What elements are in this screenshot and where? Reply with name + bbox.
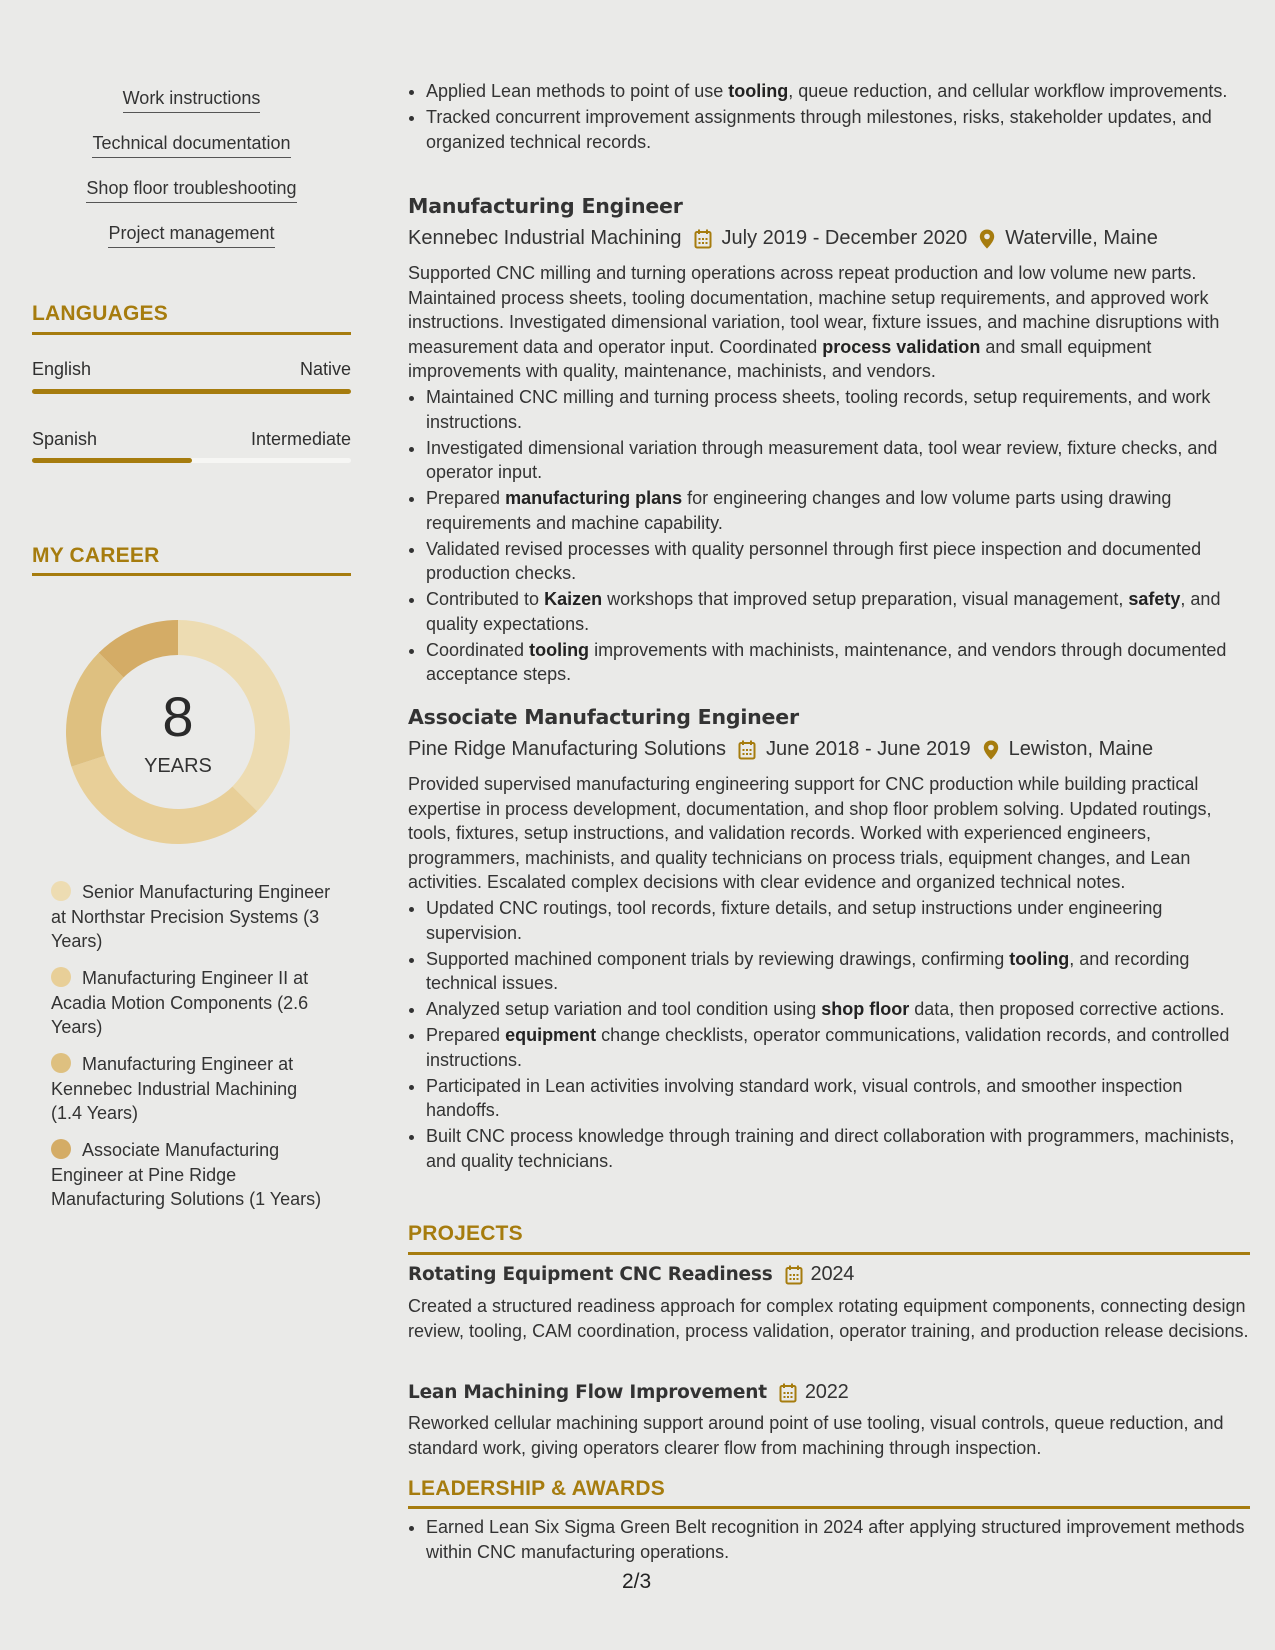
- list-item: • Maintained CNC milling and turning process sheets, tooling records, setup requirements, and work instructions.: [426, 385, 1250, 434]
- legend-dot-icon: [51, 881, 71, 901]
- skill-item: Technical documentation: [32, 132, 351, 158]
- job-bullet-list: [408, 896, 1250, 1175]
- career-donut-segment: [66, 653, 124, 767]
- job-dates: June 2018 - June 2019: [765, 738, 971, 760]
- job-location: Lewiston, Maine: [1008, 738, 1154, 760]
- project-name: Rotating Equipment CNC Readiness: [408, 1264, 773, 1285]
- job-meta: [408, 738, 1153, 761]
- awards-list: [408, 1515, 1250, 1566]
- career-legend-item: Senior Manufacturing Engineer at Northstar Precision Systems (3 Years): [51, 882, 331, 951]
- page-number: 2/3: [622, 1570, 652, 1593]
- list-item: • Prepared manufacturing plans for engineering changes and low volume parts using drawing requirements and machine capability.: [426, 486, 1250, 535]
- calendar-icon: [694, 229, 712, 249]
- legend-dot-icon: [51, 1053, 71, 1073]
- job-meta: [408, 227, 1158, 250]
- list-item: • Prepared equipment change checklists, operator communications, validation records, and controlled instructions.: [426, 1023, 1250, 1072]
- list-item: • Investigated dimensional variation through measurement data, tool wear review, fixture checks, and operator input.: [426, 436, 1250, 485]
- language-row: [32, 429, 351, 450]
- list-item: • Validated revised processes with quality personnel through first piece inspection and documented production checks.: [426, 537, 1250, 586]
- projects-divider: [408, 1252, 1250, 1255]
- project-year: 2022: [804, 1381, 849, 1403]
- legend-dot-icon: [51, 1139, 71, 1159]
- career-donut-chart: [66, 620, 290, 844]
- project-description: Created a structured readiness approach for complex rotating equipment components, connecting design review, tooling, CAM coordination, process validation, operator training, and production release decisions.: [408, 1296, 1249, 1341]
- career-donut-segment: [178, 620, 290, 811]
- job-summary: Provided supervised manufacturing engineering support for CNC production while building practical expertise in process development, documentation, and shop floor problem solving. Updated routings, tools, fixtures, setup instructions, and validation records. Worked with experienced engineers, programmers, machinists, and quality technicians on process trials, equipment changes, and Lean activities. Escalated complex decisions with clear evidence and organized technical notes.: [408, 774, 1212, 892]
- project-description: Reworked cellular machining support around point of use tooling, visual controls, queue reduction, and standard work, giving operators clearer flow from machining through inspection.: [408, 1413, 1224, 1458]
- calendar-icon: [785, 1265, 803, 1285]
- job-dates: July 2019 - December 2020: [721, 227, 968, 249]
- projects-heading: PROJECTS: [408, 1222, 523, 1245]
- job-title: Manufacturing Engineer: [408, 194, 683, 218]
- language-name: English: [32, 359, 92, 379]
- skill-item: Project management: [32, 222, 351, 248]
- skill-item: Work instructions: [32, 87, 351, 113]
- language-level: Intermediate: [250, 429, 351, 449]
- awards-heading: LEADERSHIP & AWARDS: [408, 1477, 665, 1500]
- job-title: Associate Manufacturing Engineer: [408, 705, 799, 729]
- career-legend-item: Manufacturing Engineer II at Acadia Motion Components (2.6 Years): [51, 968, 309, 1037]
- career-years-label: YEARS: [144, 755, 212, 777]
- list-item: • Applied Lean methods to point of use tooling, queue reduction, and cellular workflow improvements.: [426, 79, 1250, 104]
- career-total-years: 8: [162, 685, 194, 748]
- language-name: Spanish: [32, 429, 98, 449]
- list-item: • Participated in Lean activities involving standard work, visual controls, and smoother inspection handoffs.: [426, 1074, 1250, 1123]
- language-bar: [32, 458, 351, 463]
- location-pin-icon: [983, 740, 999, 760]
- list-item: • Analyzed setup variation and tool condition using shop floor data, then proposed corrective actions.: [426, 997, 1250, 1022]
- project-title: [408, 1381, 849, 1404]
- language-bar-fill: [32, 458, 192, 463]
- skill-item: Shop floor troubleshooting: [32, 177, 351, 203]
- language-level: Native: [299, 359, 351, 379]
- list-item: • Contributed to Kaizen workshops that improved setup preparation, visual management, safety, and quality expectations.: [426, 587, 1250, 636]
- calendar-icon: [779, 1383, 797, 1403]
- career-legend-item: Associate Manufacturing Engineer at Pine Ridge Manufacturing Solutions (1 Years): [51, 1140, 322, 1209]
- list-item: • Supported machined component trials by reviewing drawings, confirming tooling, and recording technical issues.: [426, 947, 1250, 996]
- career-divider: [32, 573, 351, 576]
- list-item: • Coordinated tooling improvements with machinists, maintenance, and vendors through documented acceptance steps.: [426, 638, 1250, 687]
- job-bullet-list: [408, 385, 1250, 688]
- top-bullet-list: [408, 79, 1250, 156]
- list-item: • Tracked concurrent improvement assignments through milestones, risks, stakeholder updates, and organized technical records.: [426, 105, 1250, 154]
- job-summary: Supported CNC milling and turning operations across repeat production and low volume new parts. Maintained process sheets, tooling documentation, machine setup requirements, and approved work instructions. Investigated dimensional variation, tool wear, fixture issues, and machine disruptions with measurement data and operator input. Coordinated process validation and small equipment improvements with quality, maintenance, machinists, and vendors.: [408, 263, 1220, 381]
- location-pin-icon: [979, 229, 995, 249]
- career-heading: MY CAREER: [32, 544, 160, 567]
- list-item: • Built CNC process knowledge through training and direct collaboration with programmers, machinists, and quality technicians.: [426, 1124, 1250, 1173]
- language-bar-fill: [32, 389, 351, 394]
- project-name: Lean Machining Flow Improvement: [408, 1382, 767, 1403]
- list-item: • Earned Lean Six Sigma Green Belt recognition in 2024 after applying structured improvement methods within CNC manufacturing operations.: [426, 1515, 1250, 1564]
- project-year: 2024: [810, 1263, 855, 1285]
- languages-heading: LANGUAGES: [32, 302, 168, 325]
- languages-divider: [32, 332, 351, 335]
- career-legend-item: Manufacturing Engineer at Kennebec Industrial Machining (1.4 Years): [51, 1054, 298, 1123]
- list-item: • Updated CNC routings, tool records, fixture details, and setup instructions under engineering supervision.: [426, 896, 1250, 945]
- calendar-icon: [738, 740, 756, 760]
- project-title: [408, 1263, 854, 1286]
- language-row: [32, 359, 351, 380]
- language-bar: [32, 389, 351, 394]
- job-company: Kennebec Industrial Machining: [408, 227, 682, 249]
- job-company: Pine Ridge Manufacturing Solutions: [408, 738, 726, 760]
- legend-dot-icon: [51, 967, 71, 987]
- awards-divider: [408, 1506, 1250, 1509]
- job-location: Waterville, Maine: [1005, 227, 1158, 249]
